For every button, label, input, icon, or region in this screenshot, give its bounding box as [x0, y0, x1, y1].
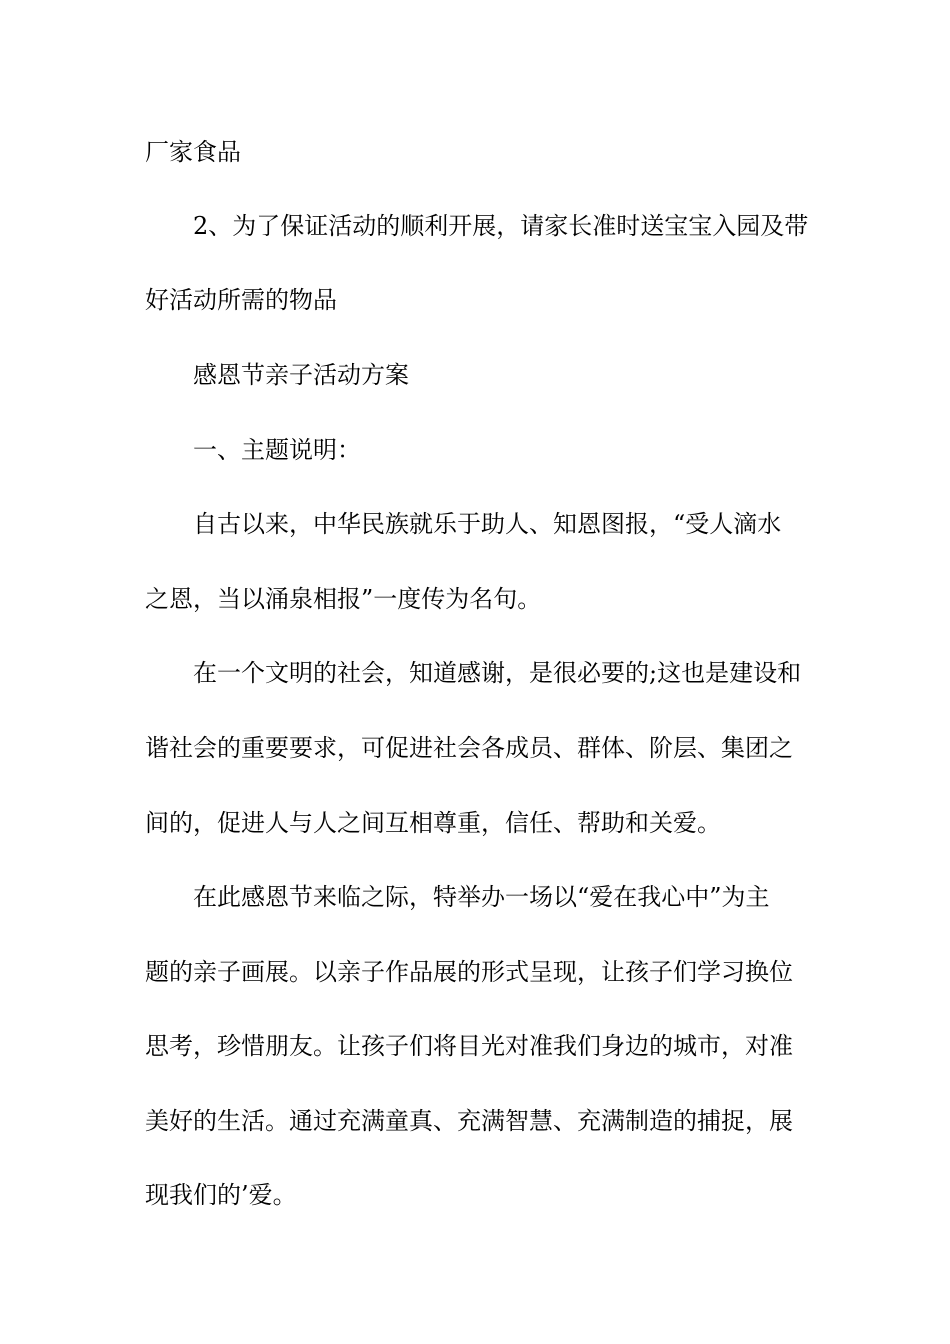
text-line: 题的亲子画展。以亲子作品展的形式呈现，让孩子们学习换位	[145, 958, 793, 986]
section-title: 感恩节亲子活动方案	[193, 361, 409, 389]
text-line: 间的，促进人与人之间互相尊重，信任、帮助和关爱。	[145, 809, 721, 837]
text-line: 谐社会的重要要求，可促进社会各成员、群体、阶层、集团之	[145, 734, 793, 762]
text-line: 美好的生活。通过充满童真、充满智慧、充满制造的捕捉，展	[145, 1107, 793, 1135]
text-line: 之恩，当以涌泉相报”一度传为名句。	[145, 585, 542, 613]
text-line: 思考，珍惜朋友。让孩子们将目光对准我们身边的城市，对准	[145, 1032, 793, 1060]
text-line: 厂家食品	[145, 138, 241, 166]
text-line: 现我们的’爱。	[145, 1181, 297, 1209]
paragraph-line: 自古以来，中华民族就乐于助人、知恩图报，“受人滴水	[193, 510, 782, 538]
paragraph-line: 2、为了保证活动的顺利开展，请家长准时送宝宝入园及带	[193, 212, 809, 240]
text-line: 好活动所需的物品	[145, 286, 337, 314]
paragraph-line: 在一个文明的社会，知道感谢，是很必要的;这也是建设和	[193, 659, 802, 687]
section-heading: 一、主题说明：	[193, 436, 361, 464]
paragraph-line: 在此感恩节来临之际，特举办一场以“爱在我心中”为主	[193, 883, 770, 911]
